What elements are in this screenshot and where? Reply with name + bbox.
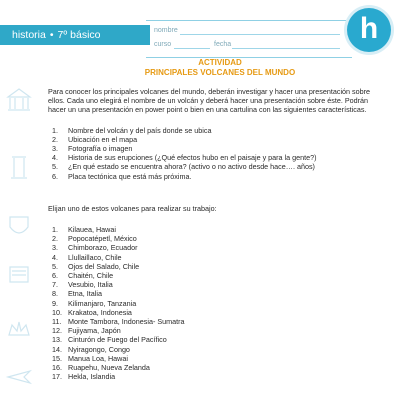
requirement-item	[52, 171, 388, 181]
course-field[interactable]	[174, 48, 210, 49]
list-text: Ruapehu, Nueva Zelanda	[68, 363, 150, 373]
list-number: 3.	[52, 243, 58, 253]
list-text: Cinturón de Fuego del Pacífico	[68, 335, 167, 345]
list-text: Llullaillaco, Chile	[68, 252, 122, 262]
list-text: Kilauea, Hawai	[68, 225, 116, 235]
list-text: Nombre del volcán y del país donde se ubica	[68, 125, 212, 135]
requirement-item	[52, 134, 388, 144]
requirement-item	[52, 153, 388, 163]
list-number: 15.	[52, 353, 62, 363]
list-text: Manua Loa, Hawai	[68, 353, 128, 363]
shield-icon	[10, 217, 28, 233]
list-number: 10.	[52, 307, 62, 317]
list-number: 2.	[52, 134, 58, 144]
volcano-item	[52, 280, 388, 290]
list-text: Vesubio, Italia	[68, 280, 113, 290]
requirement-item	[52, 162, 388, 172]
list-number: 9.	[52, 298, 58, 308]
list-number: 12.	[52, 326, 62, 336]
list-number: 11.	[52, 317, 62, 327]
activity-title: ACTIVIDAD	[198, 58, 242, 67]
titles	[40, 58, 400, 78]
main-title: PRINCIPALES VOLCANES DEL MUNDO	[144, 68, 296, 77]
course-label: curso	[154, 41, 172, 48]
list-number: 1.	[52, 225, 58, 235]
list-number: 8.	[52, 289, 58, 299]
volcano-item	[52, 344, 388, 354]
column-icon	[11, 157, 27, 178]
list-number: 17.	[52, 372, 62, 382]
volcano-item	[52, 353, 388, 363]
list-text: ¿En qué estado se encuentra ahora? (activo o no activo desde hace…. años)	[68, 162, 315, 172]
list-number: 4.	[52, 153, 58, 163]
list-text: Ubicación en el mapa	[68, 134, 138, 144]
list-number: 1.	[52, 125, 58, 135]
list-text: Monte Tambora, Indonesia- Sumatra	[68, 317, 185, 327]
list-text: Placa tectónica que está más próxima.	[68, 171, 192, 181]
logo	[347, 8, 391, 52]
volcano-item	[52, 252, 388, 262]
crown-icon	[9, 322, 29, 335]
list-text: Historia de sus erupciones (¿Qué efectos hubo en el paisaje y para la gente?)	[68, 153, 317, 163]
volcano-item	[52, 243, 388, 253]
subject-label: historia	[12, 29, 46, 41]
date-label: fecha	[214, 41, 232, 48]
list-number: 2.	[52, 234, 58, 244]
list-number: 5.	[52, 162, 58, 172]
list-number: 6.	[52, 171, 58, 181]
student-info-panel	[146, 20, 352, 58]
list-text: Chimborazo, Ecuador	[68, 243, 138, 253]
airplane-icon	[8, 371, 30, 383]
list-number: 7.	[52, 280, 58, 290]
date-field[interactable]	[232, 48, 340, 49]
temple-icon	[8, 89, 30, 110]
volcano-item	[52, 225, 388, 235]
scroll-icon	[10, 267, 28, 282]
volcano-item	[52, 307, 388, 317]
subject-bar	[0, 25, 150, 45]
volcano-item	[52, 363, 388, 373]
requirements-list	[52, 125, 388, 181]
volcano-instruction: Elijan uno de estos volcanes para realizar su trabajo:	[48, 203, 217, 213]
list-text: Fujiyama, Japón	[68, 326, 121, 336]
list-text: Ojos del Salado, Chile	[68, 261, 140, 271]
logo-letter: h	[359, 12, 379, 45]
list-number: 3.	[52, 144, 58, 154]
intro-paragraph: Para conocer los principales volcanes del mundo, deberán investigar y hacer una presentación sobre ellos. Cada uno elegirá el nombre de un volcán y deberá hacer una presentación sobre éste. Podrán hacer un una presentación en power point o bien en una cartulina con las siguientes características.	[48, 87, 371, 115]
volcano-item	[52, 271, 388, 281]
document-body	[48, 87, 388, 381]
volcano-item	[52, 289, 388, 299]
list-number: 14.	[52, 344, 62, 354]
volcano-item	[52, 372, 388, 382]
list-text: Nyiragongo, Congo	[68, 344, 130, 354]
grade-label: 7º básico	[57, 29, 101, 41]
name-label: nombre	[154, 27, 178, 34]
list-text: Popocatépetl, México	[68, 234, 137, 244]
side-icon-strip	[0, 57, 38, 400]
list-text: Kilimanjaro, Tanzania	[68, 298, 137, 308]
volcano-list	[52, 225, 388, 382]
list-text: Fotografía o imagen	[68, 144, 133, 154]
volcano-item	[52, 326, 388, 336]
list-text: Etna, Italia	[68, 289, 102, 299]
volcano-item	[52, 335, 388, 345]
name-field[interactable]	[180, 34, 340, 35]
list-number: 16.	[52, 363, 62, 373]
volcano-item	[52, 298, 388, 308]
list-number: 6.	[52, 271, 58, 281]
volcano-item	[52, 261, 388, 271]
volcano-item	[52, 317, 388, 327]
requirement-item	[52, 144, 388, 154]
volcano-item	[52, 234, 388, 244]
list-number: 5.	[52, 261, 58, 271]
list-number: 13.	[52, 335, 62, 345]
requirement-item	[52, 125, 388, 135]
list-text: Chaitén, Chile	[68, 271, 114, 281]
list-text: Krakatoa, Indonesia	[68, 307, 132, 317]
list-number: 4.	[52, 252, 58, 262]
list-text: Hekla, Islandia	[68, 372, 116, 382]
separator-dot: •	[49, 29, 54, 41]
